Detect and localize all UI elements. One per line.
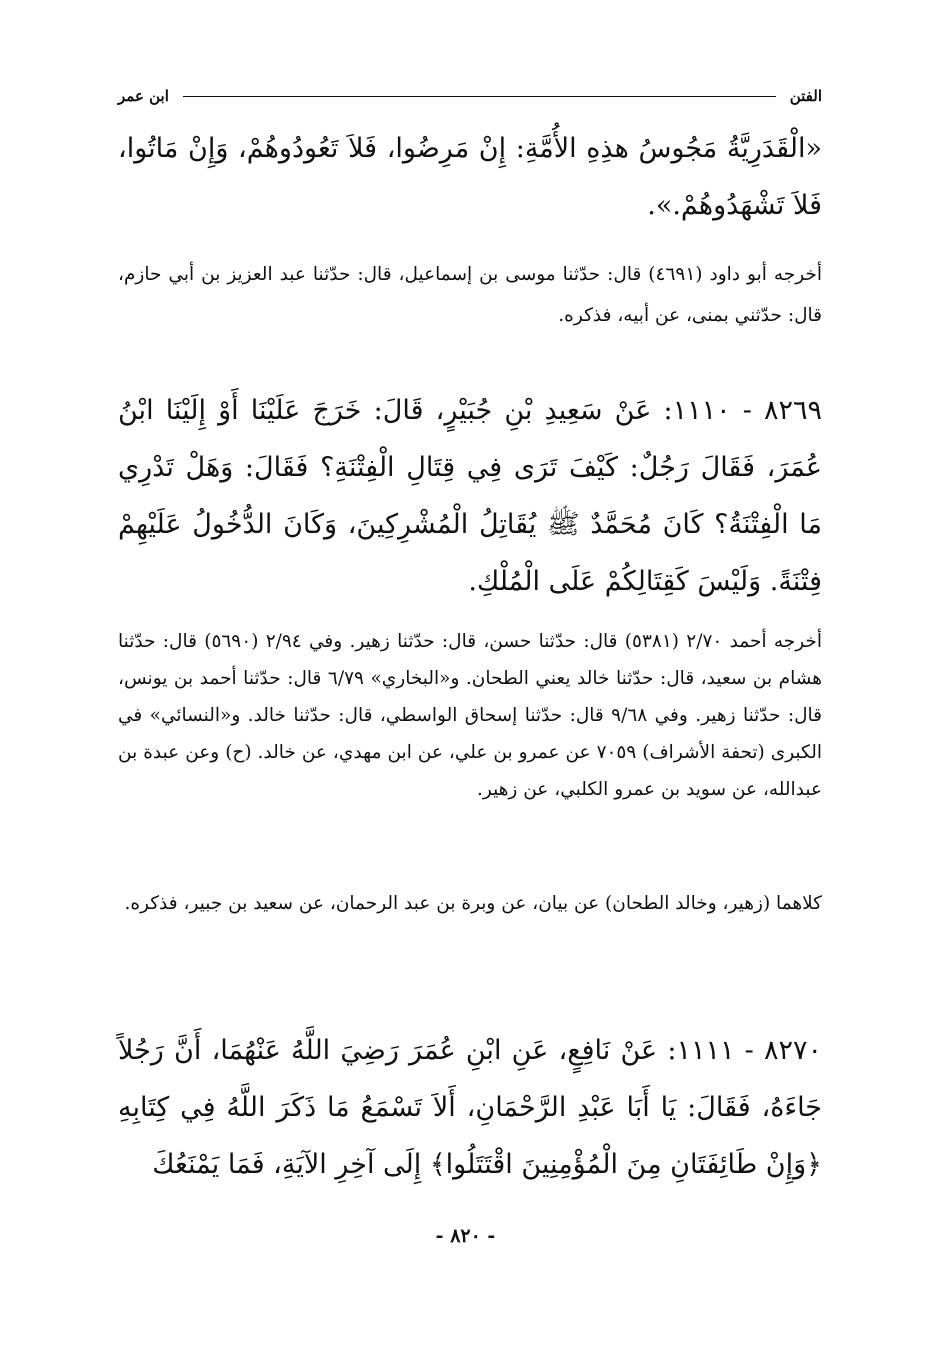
hadith-8269-text: ٨٢٦٩ - ١١١٠: عَنْ سَعِيدِ بْنِ جُبَيْرٍ، قَالَ: خَرَجَ عَلَيْنَا أَوْ إِلَيْنَا ابْنُ عُمَرَ، فَقَالَ رَجُلٌ: كَيْفَ تَرَى فِي قِتَالِ الْفِتْنَةِ؟ فَقَالَ: وَهَلْ تَدْرِي مَا الْفِتْنَةُ؟ كَانَ مُحَمَّدٌ ﷺ يُقَاتِلُ الْمُشْرِكِينَ، وَكَانَ الدُّخُولُ عَلَيْهِمْ فِتْنَةً. وَلَيْسَ كَقِتَالِكُمْ عَلَى الْمُلْكِ.: [118, 395, 822, 597]
takhrij-note-8269: أخرجه أحمد ٢/٧٠ (٥٣٨١) قال: حدّثنا حسن، قال: حدّثنا زهير. وفي ٢/٩٤ (٥٦٩٠) قال: حدّثنا هشام بن سعيد، قال: حدّثنا خالد يعني الطحان. و«البخاري» ٦/٧٩ قال: حدّثنا أحمد بن يونس، قال: حدّثنا زهير. وفي ٩/٦٨ قال: حدّثنا إسحاق الواسطي، قال: حدّثنا خالد. و«النسائي» في الكبرى (تحفة الأشراف) ٧٠٥٩ عن عمرو بن علي، عن ابن مهدي، عن خالد. (ح) وعن عبدة بن عبدالله، عن سويد بن عمرو الكلبي، عن زهير.: [118, 631, 823, 800]
header-chapter-title: الفتن: [789, 87, 822, 105]
header-section-title: ابن عمر: [118, 87, 169, 105]
hadith-8270-text: ٨٢٧٠ - ١١١١: عَنْ نَافِعٍ، عَنِ ابْنِ عُمَرَ رَضِيَ اللَّهُ عَنْهُمَا، أَنَّ رَجُلاً جَاءَهُ، فَقَالَ: يَا أَبَا عَبْدِ الرَّحْمَانِ، أَلاَ تَسْمَعُ مَا ذَكَرَ اللَّهُ فِي كِتَابِهِ ﴿وَإِنْ طَائِفَتَانِ مِنَ الْمُؤْمِنِينَ اقْتَتَلُوا﴾ إِلَى آخِرِ الآيَةِ، فَمَا يَمْنَعُكَ: [118, 1035, 823, 1180]
takhrij-note: أخرجه أبو داود (٤٦٩١) قال: حدّثنا موسى بن إسماعيل، قال: حدّثنا عبد العزيز بن أبي حازم، قال: حدّثني بمنى، عن أبيه، فذكره.: [118, 264, 822, 326]
hadith-text: «الْقَدَرِيَّةُ مَجُوسُ هذِهِ الأُمَّةِ: إِنْ مَرِضُوا، فَلاَ تَعُودُوهُمْ، وَإِنْ مَاتُوا، فَلاَ تَشْهَدُوهُمْ.».: [118, 133, 822, 221]
running-header: [118, 84, 822, 108]
header-rule: [183, 96, 776, 97]
takhrij-summary-8269: كلاهما (زهير، وخالد الطحان) عن بيان، عن وبرة بن عبد الرحمان، عن سعيد بن جبير، فذكره.: [124, 893, 822, 914]
page-number: - ٨٢٠ -: [435, 1225, 496, 1247]
